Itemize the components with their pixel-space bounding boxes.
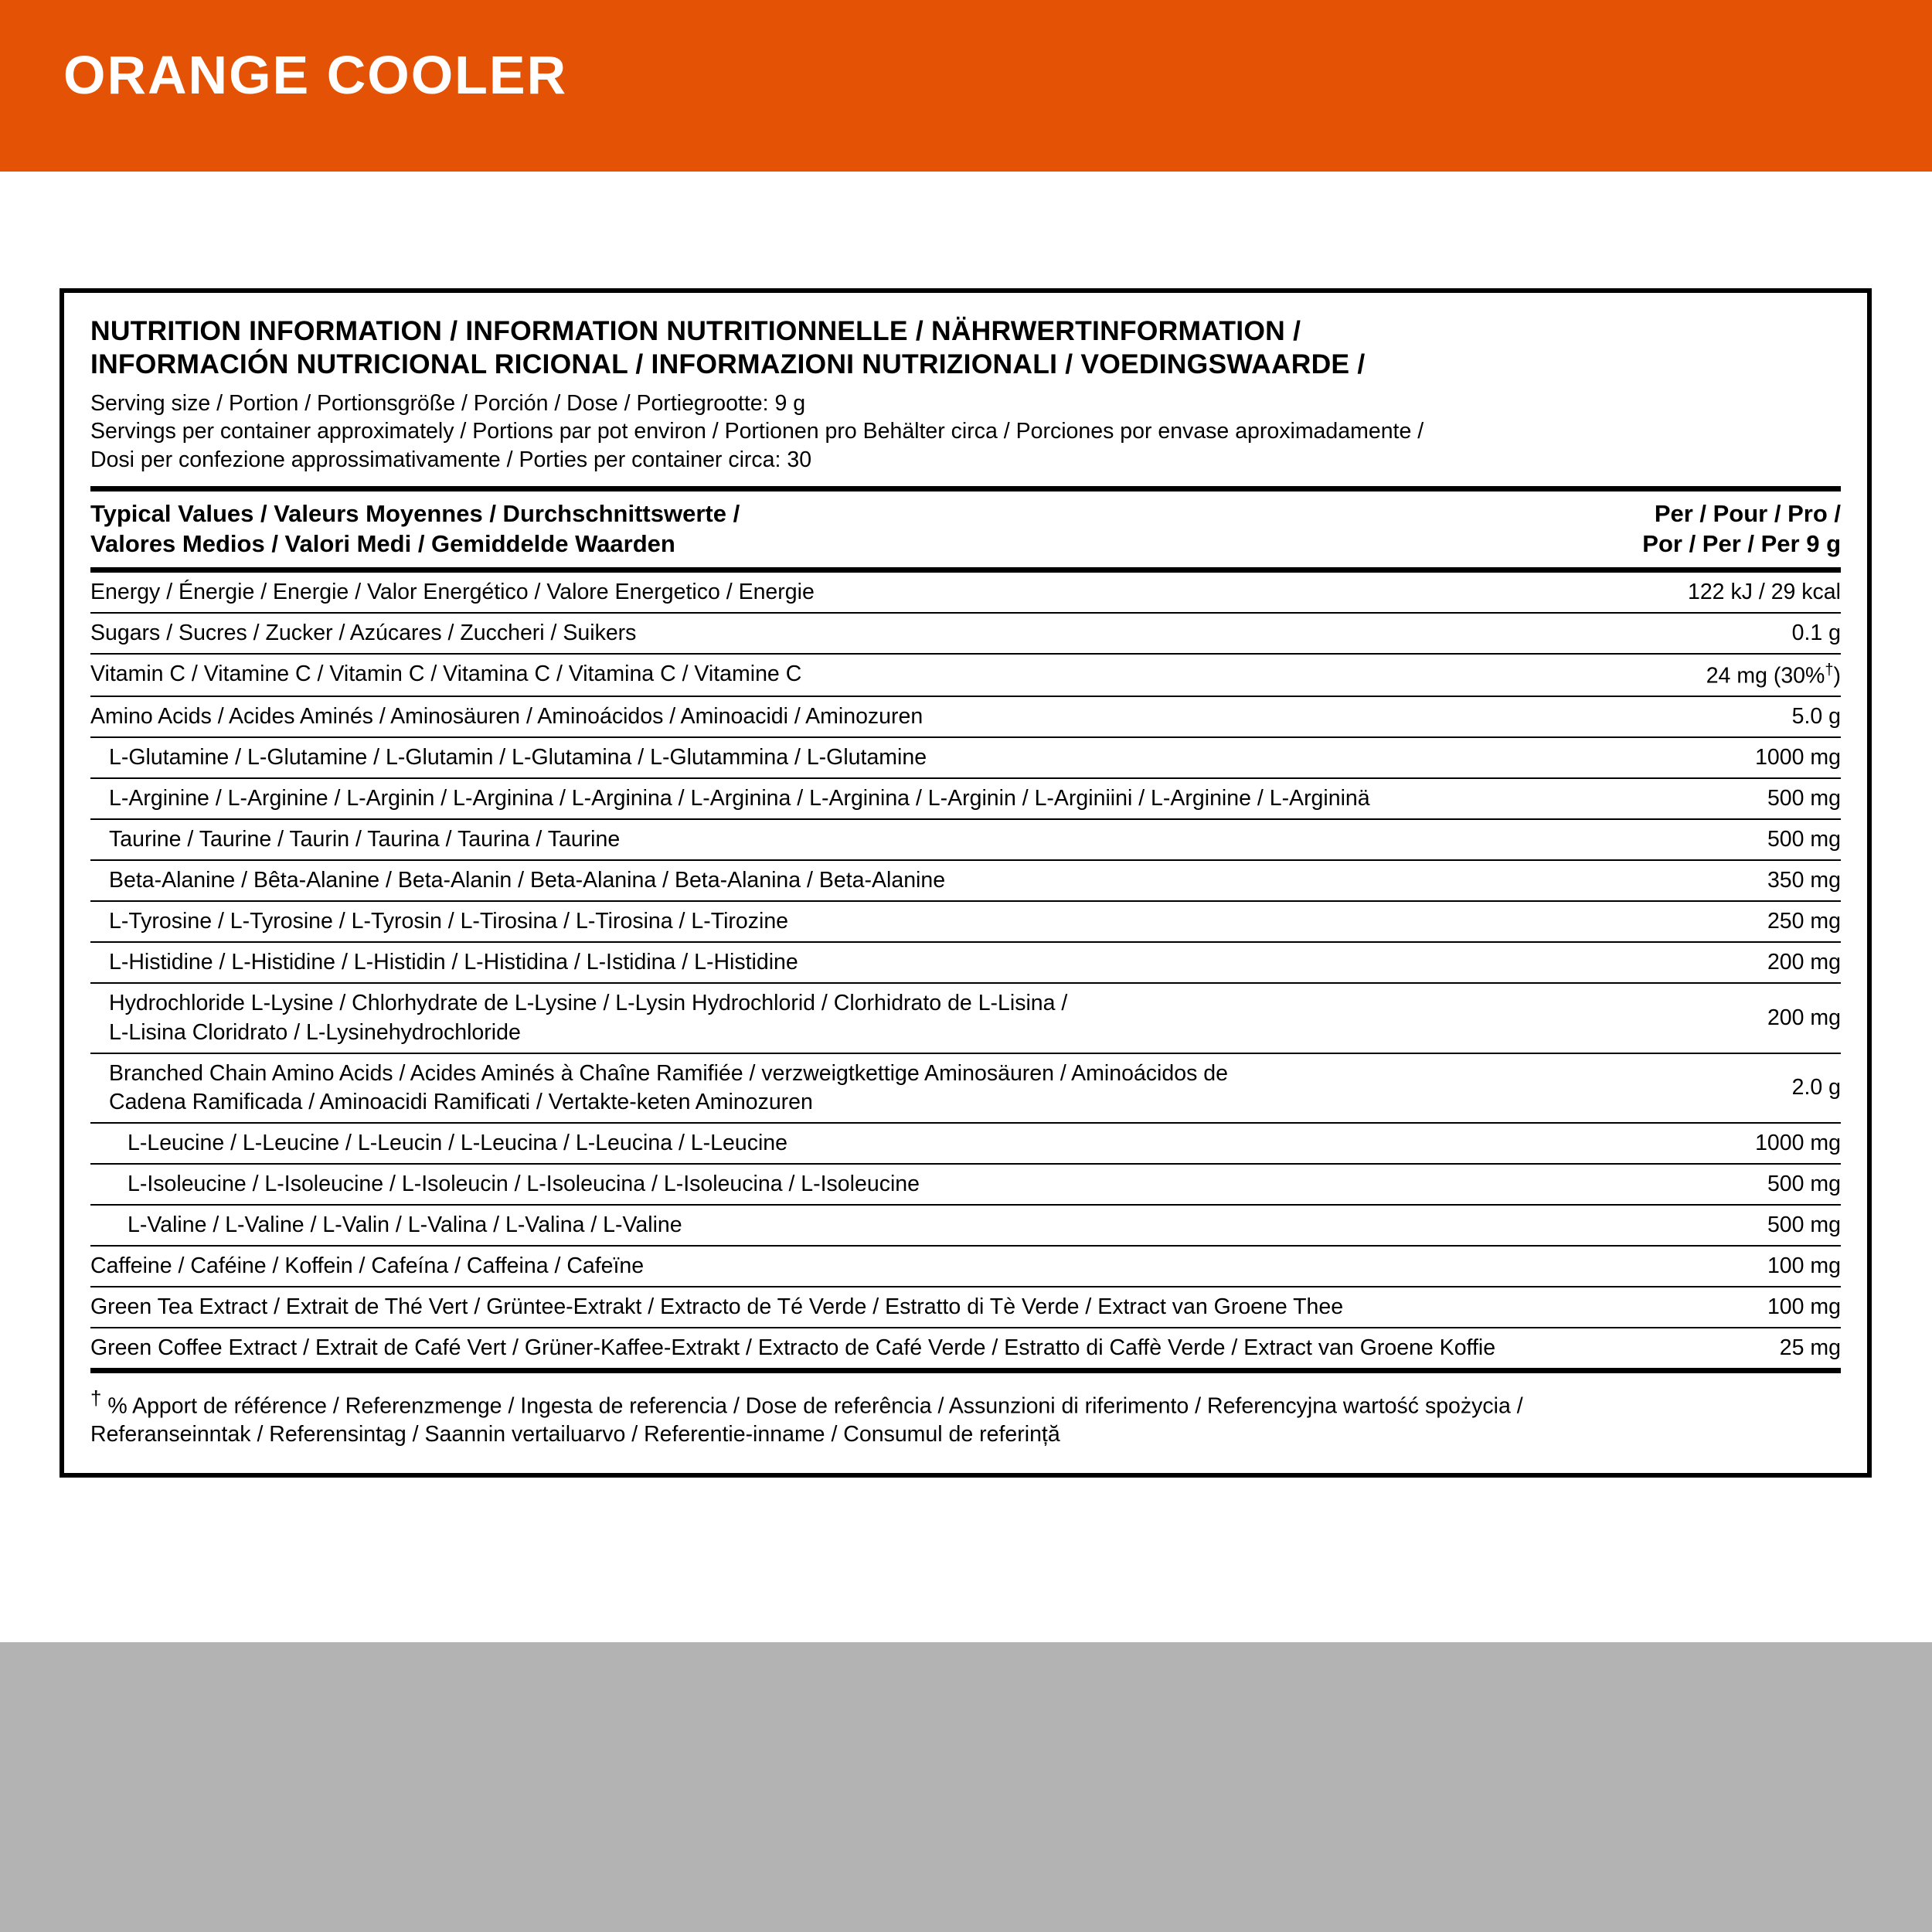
table-row bbox=[90, 942, 1841, 983]
nutrient-value: 100 mg bbox=[1586, 1287, 1841, 1328]
nutrient-value: 25 mg bbox=[1779, 1335, 1841, 1360]
table-row bbox=[90, 1287, 1841, 1328]
nutrient-name: L-Isoleucine / L-Isoleucine / L-Isoleucin / L-Isoleucina / L-Isoleucina / L-Isoleucine bbox=[90, 1164, 1586, 1205]
table-row bbox=[90, 1205, 1841, 1246]
nutrient-name: Green Coffee Extract / Extrait de Café Vert / Grüner-Kaffee-Extrakt / Extracto de Café Verde / Estratto di Caffè Verde / Extract van Groene Koffie bbox=[90, 1335, 1496, 1360]
nutrient-value: 500 mg bbox=[1586, 1164, 1841, 1205]
nutrient-value: 200 mg bbox=[1586, 942, 1841, 983]
nutrient-value: 122 kJ / 29 kcal bbox=[1586, 573, 1841, 613]
nutrient-name: Amino Acids / Acides Aminés / Aminosäuren / Aminoácidos / Aminoacidi / Aminozuren bbox=[90, 696, 1586, 737]
nutrient-value: 1000 mg bbox=[1586, 1123, 1841, 1164]
nutrient-name: Branched Chain Amino Acids / Acides Aminés à Chaîne Ramifiée / verzweigtkettige Aminosäuren / Aminoácidos de Cadena Ramificada / Aminoacidi Ramificati / Vertakte-keten Aminozuren bbox=[90, 1053, 1586, 1123]
footnote-line-1: % Apport de référence / Referenzmenge / Ingesta de referencia / Dose de referência / Assunzioni di riferimento / Referencyjna wartość spożycia / bbox=[107, 1393, 1523, 1419]
nutrition-rows bbox=[90, 573, 1841, 1368]
nutrient-value: 500 mg bbox=[1586, 778, 1841, 819]
table-row bbox=[90, 573, 1841, 613]
panel-title-line-2: INFORMACIÓN NUTRICIONAL RICIONAL / INFORMAZIONI NUTRIZIONALI / VOEDINGSWAARDE / bbox=[90, 349, 1366, 380]
table-row bbox=[90, 860, 1841, 901]
nutrient-name: L-Leucine / L-Leucine / L-Leucin / L-Leucina / L-Leucina / L-Leucine bbox=[90, 1123, 1586, 1164]
nutrient-value: 24 mg (30%†) bbox=[1586, 654, 1841, 697]
nutrient-name: Sugars / Sucres / Zucker / Azúcares / Zuccheri / Suikers bbox=[90, 613, 1586, 654]
header-typical-values bbox=[90, 492, 1586, 567]
table-header-row bbox=[90, 492, 1841, 567]
table-row bbox=[90, 819, 1841, 860]
table-row bbox=[90, 1053, 1841, 1123]
table-row bbox=[90, 737, 1841, 778]
serving-info bbox=[90, 389, 1841, 474]
nutrient-value: 100 mg bbox=[1586, 1246, 1841, 1287]
panel-title bbox=[90, 315, 1841, 382]
serving-size: Serving size / Portion / Portionsgröße / Porción / Dose / Portiegrootte: 9 g bbox=[90, 390, 806, 416]
nutrient-name: Vitamin C / Vitamine C / Vitamin C / Vitamina C / Vitamina C / Vitamine C bbox=[90, 654, 1586, 697]
table-row bbox=[90, 983, 1841, 1053]
header-left-line-1: Typical Values / Valeurs Moyennes / Durchschnittswerte / bbox=[90, 500, 740, 527]
divider-top bbox=[90, 486, 1841, 492]
header-right-line-2: Por / Per / Per 9 g bbox=[1642, 529, 1841, 557]
table-row bbox=[90, 1123, 1841, 1164]
header-left-line-2: Valores Medios / Valori Medi / Gemiddelde Waarden bbox=[90, 529, 675, 557]
header-right-line-1: Per / Pour / Pro / bbox=[1654, 500, 1841, 527]
table-row bbox=[90, 1246, 1841, 1287]
nutrient-value: 2.0 g bbox=[1586, 1053, 1841, 1123]
nutrient-value: 0.1 g bbox=[1586, 613, 1841, 654]
footnote-dagger: † bbox=[90, 1386, 102, 1410]
nutrition-panel bbox=[60, 288, 1872, 1478]
divider-bottom bbox=[90, 1368, 1841, 1373]
nutrient-name: L-Glutamine / L-Glutamine / L-Glutamin / L-Glutamina / L-Glutammina / L-Glutamine bbox=[90, 737, 1586, 778]
table-row bbox=[90, 901, 1841, 942]
nutrient-name: L-Valine / L-Valine / L-Valin / L-Valina / L-Valina / L-Valine bbox=[90, 1205, 1586, 1246]
nutrient-name: Green Tea Extract / Extrait de Thé Vert / Grüntee-Extrakt / Extracto de Té Verde / Estratto di Tè Verde / Extract van Groene Thee bbox=[90, 1287, 1586, 1328]
nutrient-name: L-Histidine / L-Histidine / L-Histidin / L-Histidina / L-Istidina / L-Histidine bbox=[90, 942, 1586, 983]
nutrient-value: 500 mg bbox=[1586, 819, 1841, 860]
nutrient-name: L-Tyrosine / L-Tyrosine / L-Tyrosin / L-Tirosina / L-Tirosina / L-Tirozine bbox=[90, 901, 1586, 942]
table-row bbox=[90, 654, 1841, 697]
bottom-grey-band bbox=[0, 1642, 1932, 1932]
nutrient-name: L-Arginine / L-Arginine / L-Arginin / L-Arginina / L-Arginina / L-Arginina / L-Arginina / L-Arginin / L-Arginiini / L-Arginine / L-Argininä bbox=[90, 778, 1586, 819]
nutrient-value: 1000 mg bbox=[1586, 737, 1841, 778]
header-per-serving bbox=[1586, 492, 1841, 567]
table-row bbox=[90, 696, 1841, 737]
nutrient-name: Energy / Énergie / Energie / Valor Energético / Valore Energetico / Energie bbox=[90, 573, 1586, 613]
table-row bbox=[90, 613, 1841, 654]
footnote bbox=[90, 1386, 1841, 1450]
nutrition-table bbox=[90, 492, 1841, 567]
table-row bbox=[90, 778, 1841, 819]
table-row bbox=[90, 1164, 1841, 1205]
table-row bbox=[90, 1328, 1841, 1368]
nutrient-name: Beta-Alanine / Bêta-Alanine / Beta-Alanin / Beta-Alanina / Beta-Alanina / Beta-Alanine bbox=[90, 860, 1586, 901]
nutrient-name: Hydrochloride L-Lysine / Chlorhydrate de L-Lysine / L-Lysin Hydrochlorid / Clorhidrato de L-Lisina / L-Lisina Cloridrato / L-Lysinehydrochloride bbox=[90, 983, 1586, 1053]
product-banner bbox=[0, 0, 1932, 172]
footnote-line-2: Referanseinntak / Referensintag / Saannin vertailuarvo / Referentie-inname / Consumul de referință bbox=[90, 1422, 1060, 1447]
servings-per-container-line-1: Servings per container approximately / Portions par pot environ / Portionen pro Behälter circa / Porciones por envase aproximadamente / bbox=[90, 419, 1424, 444]
product-title: ORANGE COOLER bbox=[63, 45, 568, 105]
nutrient-value: 350 mg bbox=[1586, 860, 1841, 901]
divider-header bbox=[90, 567, 1841, 573]
nutrient-name: Caffeine / Caféine / Koffein / Cafeína / Caffeina / Cafeïne bbox=[90, 1246, 1586, 1287]
panel-title-line-1: NUTRITION INFORMATION / INFORMATION NUTRITIONNELLE / NÄHRWERTINFORMATION / bbox=[90, 315, 1301, 346]
nutrient-value: 250 mg bbox=[1586, 901, 1841, 942]
nutrient-name: Taurine / Taurine / Taurin / Taurina / Taurina / Taurine bbox=[90, 819, 1586, 860]
nutrient-value: 500 mg bbox=[1586, 1205, 1841, 1246]
servings-per-container-line-2: Dosi per confezione approssimativamente / Porties per container circa: 30 bbox=[90, 447, 812, 472]
nutrient-value: 5.0 g bbox=[1586, 696, 1841, 737]
nutrient-value: 200 mg bbox=[1586, 983, 1841, 1053]
